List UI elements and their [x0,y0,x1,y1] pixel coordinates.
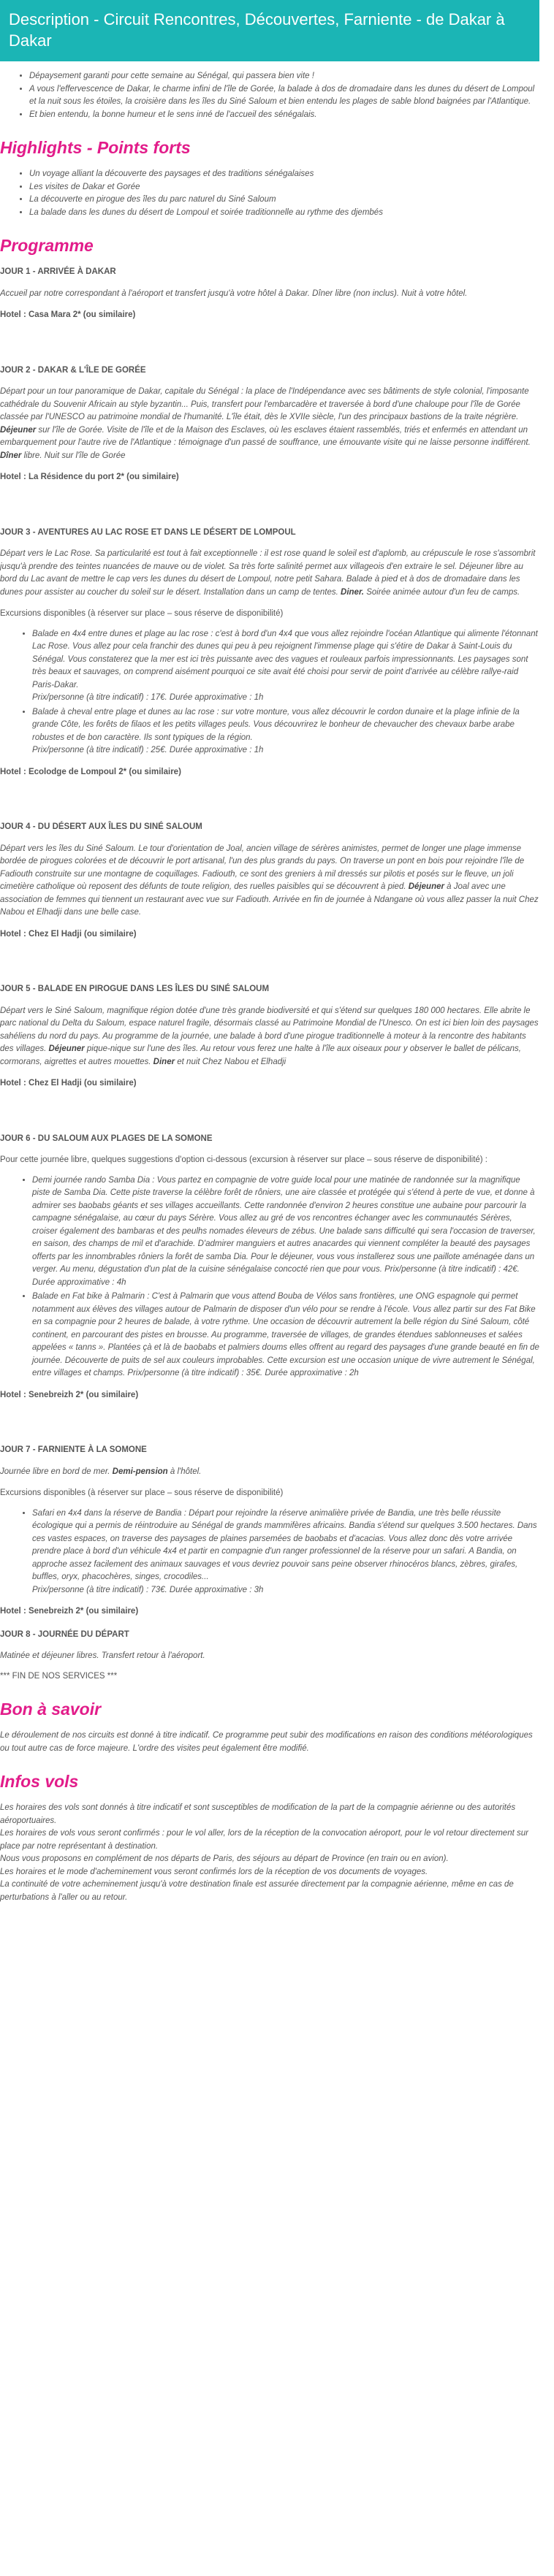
day-7-half-board: Demi-pension [112,1467,168,1476]
excursion-item [32,1174,539,1290]
excursion-item [32,706,539,757]
excursion-text: Balade en Fat bike à Palmarin : C'est à Palmarin que vous attend Bouba de Vélos sans frontières, une ONG espagnole qui permet notamment aux élèves des villages autour de Palmarin de disposer d'un vélo pour se rendre à l'école. Vous allez partir sur des Fat Bike en sa compagnie pour 2 heures de balade, à votre rythme. Une occasion de découvrir autrement la belle région du Siné Saloum, côté continent, en parcourant des pistes en brousse. Au programme, traversée de villages, de grandes étendues sablonneuses et salées appelées « tanns ». Plantées çà et là de baobabs et palmiers doums elles offrent au regard des paysages d'une grande beauté en fin de journée. Découverte de puits de sel aux couleurs improbables. Cette excursion est une occasion unique de vivre autrement le Sénégal, entre villages et champs. [32,1292,539,1377]
day-3-text [0,548,539,599]
intro-item: • Dépaysement garanti pour cette semaine au Sénégal, qui passera bien vite ! [29,70,539,83]
day-7-text-c: à l'hôtel. [167,1467,202,1476]
day-7-text-a: Journée libre en bord de mer. [0,1467,110,1476]
day-1-text: Accueil par notre correspondant à l'aéroport et transfert jusqu'à votre hôtel à Dakar. Dîner libre (non inclus). Nuit à votre hôtel. [0,288,468,298]
excursion-price: Prix/personne (à titre indicatif) : 25€. Durée approximative : 1h [32,746,264,754]
day-3-text-c: Soirée animée autour d'un feu de camps. [364,587,520,597]
day-4-title: JOUR 4 - DU DÉSERT AUX ÎLES DU SINÉ SALOUM [0,822,202,831]
day-7-excursions [0,1507,539,1597]
bon-a-savoir-text: Le déroulement de nos circuits est donné à titre indicatif. Ce programme peut subir des modifications en raison des conditions météorologiques ou tout autre cas de force majeure. L'ordre des visites peut également être modifié. [0,1731,533,1753]
day-6-text: Pour cette journée libre, quelques suggestions d'option ci-dessous (excursion à réserver sur place – sous réserve de disponibilité) : [0,1155,487,1164]
day-1-title: JOUR 1 - ARRIVÉE À DAKAR [0,267,116,276]
infos-vols-text [0,1802,539,1904]
day-3-text-a: Départ vers le Lac Rose. Sa particularité est tout à fait exceptionnelle : il est rose quand le soleil est d'aplomb, au crépuscule le rose s'assombrit jusqu'à prendre des teintes nuancées de mauve ou de violet. Sa très forte salinité permet aux villageois d'en extraire le sel. Déjeuner libre au bord du Lac avant de mettre le cap vers les dunes du désert de Lompoul, notre petit Sahara. Balade à pied et à dos de dromadaire dans les dunes pour assister au coucher du soleil sur le désert. Installation dans un camp de tentes. [0,549,536,597]
day-7-text [0,1466,539,1479]
bon-a-savoir-heading: Bon à savoir [0,1700,102,1719]
end-of-services: *** FIN DE NOS SERVICES *** [0,1671,118,1681]
day-5-hotel: Hotel : Chez El Hadji (ou similaire) [0,1079,137,1088]
day-2-text-c: sur l'île de Gorée. Visite de l'île et de la Maison des Esclaves, où les esclaves étaient rassemblés, triés et enfermés en attendant un embarquement pour l'autre rive de l'Atlantique : témoignage d'un passé de souffrance, une émouvante visite qui ne laisse personne indifférent. [0,425,531,447]
excursion-item [32,1507,539,1597]
day-3-hotel: Hotel : Ecolodge de Lompoul 2* (ou similaire) [0,767,181,776]
excursion-text: Balade à cheval entre plage et dunes au lac rose : sur votre monture, vous allez découvrir le cordon dunaire et la plage infinie de la grande Côte, les forêts de filaos et les petits villages peuls. Vous découvrirez le bonheur de chevaucher des chevaux barbe arabe robustes et de bon caractère. Ils sont typiques de la région. [32,707,520,742]
day-3-excursions-label: Excursions disponibles (à réserver sur place – sous réserve de disponibilité) [0,609,284,618]
info-line: Nous vous proposons en complément de nos départs de Paris, des séjours au départ de Province (en train ou en avion). [0,1854,449,1863]
day-4-hotel: Hotel : Chez El Hadji (ou similaire) [0,929,137,939]
day-5-lunch: Déjeuner [48,1044,85,1053]
excursion-price: Prix/personne (à titre indicatif) : 42€. Durée approximative : 4h [32,1265,520,1287]
day-2-dinner: Dîner [0,451,22,460]
day-2-title: JOUR 2 - DAKAR & L'ÎLE DE GORÉE [0,365,146,375]
day-6-title: JOUR 6 - DU SALOUM AUX PLAGES DE LA SOMONE [0,1134,213,1143]
day-5-dinner: Diner [153,1057,175,1066]
day-7-title: JOUR 7 - FARNIENTE À LA SOMONE [0,1445,147,1454]
info-line: La continuité de votre acheminement jusqu'à votre destination finale est assurée directement par la compagnie aérienne, même en cas de perturbations à l'aller ou au retour. [0,1880,514,1902]
programme-heading: Programme [0,236,94,255]
day-7-excursions-label: Excursions disponibles (à réserver sur place – sous réserve de disponibilité) [0,1488,284,1497]
highlights-list [0,168,539,219]
page-title: Description - Circuit Rencontres, Découvertes, Farniente - de Dakar à Dakar [0,0,539,61]
excursion-item [32,1291,539,1380]
intro-list [0,70,539,121]
excursion-text: Balade en 4x4 entre dunes et plage au lac rose : c'est à bord d'un 4x4 que vous allez rejoindre l'océan Atlantique qui alimente l'étonnant Lac Rose. Vous allez pour cela franchir des dunes qui peu à peu rejoignent l'immense plage qui s'étire de Dakar à Saint-Louis du Sénégal. Vous constaterez que la mer est ici très puissante avec des vagues et rouleaux parfois impressionnants. Les paysages sont très beaux et sauvages, on comprend aisément pourquoi ce site avait été choisi pour servir de point d'arrivée au célèbre rallye-raid Paris-Dakar. [32,629,538,689]
info-line: Les horaires de vols vous seront confirmés : pour le vol aller, lors de la réception de la convocation aéroport, pour le vol retour directement sur place par notre représentant à destination. [0,1829,528,1851]
infos-vols-heading: Infos vols [0,1772,79,1791]
day-6-hotel: Hotel : Senebreizh 2* (ou similaire) [0,1390,139,1399]
day-2-hotel: Hotel : La Résidence du port 2* (ou similaire) [0,473,179,481]
day-4-text [0,843,539,920]
day-5-text [0,1005,539,1069]
highlight-item: • Un voyage alliant la découverte des paysages et des traditions sénégalaises [29,168,539,181]
highlight-item: • Les visites de Dakar et Gorée [29,181,539,194]
day-5-title: JOUR 5 - BALADE EN PIROGUE DANS LES ÎLES DU SINÉ SALOUM [0,985,270,993]
excursion-price: Prix/personne (à titre indicatif) : 73€. Durée approximative : 3h [32,1585,264,1594]
excursion-text: Safari en 4x4 dans la réserve de Bandia : Départ pour rejoindre la réserve animalière privée de Bandia, une très belle réussite écologique qui a permis de réintroduire au Sénégal de grands mammifères africains. Bandia s'étend sur quelques 3.500 hectares. Dans ces vastes espaces, on traverse des paysages de plaines parsemées de baobabs et d'acacias. Vous allez donc dès votre arrivée prendre place à bord d'un véhicule 4x4 et partir en compagnie d'un ranger professionnel de la réserve pour un safari. A Bandia, on approche assez facilement des animaux sauvages et vous devriez pouvoir sans peine observer rhinocéros blancs, zèbres, girafes, buffles, oryx, phacochères, singes, crocodiles... [32,1508,537,1581]
day-5-text-c: pique-nique sur l'une des îles. Au retour vous ferez une halte à l'île aux oiseaux pour y observer le ballet de pélicans, cormorans, aigrettes et autres mouettes. [0,1044,521,1066]
info-line: Les horaires des vols sont donnés à titre indicatif et sont susceptibles de modification de la part de la compagnie aérienne ou des autorités aéroportuaires. [0,1803,516,1825]
day-2-text [0,386,539,462]
highlight-item: • La découverte en pirogue des îles du parc naturel du Siné Saloum [29,194,539,207]
day-6-excursions [0,1174,539,1380]
day-4-text-a: Départ vers les îles du Siné Saloum. Le tour d'orientation de Joal, ancien village de sérères animistes, permet de longer une plage immense bordée de pirogues colorées et de découvrir le port artisanal, l'un des plus grands du pays. On traverse un pont en bois pour rejoindre l'île de Fadiouth construite sur une montagne de coquillages. Fadiouth, ce sont des greniers à mil dressés sur pilotis et posés sur le fleuve, un joli cimetière catholique où reposent des défunts de toute religion, des ruelles paisibles qui se découvrent à pied. [0,844,525,891]
excursion-item [32,628,539,705]
day-3-dinner: Diner. [341,587,364,597]
content [0,70,539,1904]
day-8-title: JOUR 8 - JOURNÉE DU DÉPART [0,1629,129,1639]
day-4-text-c: à Joal avec une association de femmes qui tiennent un restaurant avec vue sur Fadiouth. Arrivée en fin de journée à Ndangane où vous allez passer la nuit Chez Nabou et Elhadji dans une belle case. [0,882,539,917]
excursion-price: Prix/personne (à titre indicatif) : 35€. Durée approximative : 2h [127,1369,359,1377]
intro-item: • Et bien entendu, la bonne humeur et le sens inné de l'accueil des sénégalais. [29,109,539,122]
day-2-text-e: libre. Nuit sur l'île de Gorée [21,451,126,460]
day-7-hotel: Hotel : Senebreizh 2* (ou similaire) [0,1607,139,1616]
highlights-heading: Highlights - Points forts [0,138,191,157]
day-1-hotel: Hotel : Casa Mara 2* (ou similaire) [0,310,136,319]
day-2-lunch: Déjeuner [0,425,37,435]
intro-item: • A vous l'effervescence de Dakar, le charme infini de l'île de Gorée, la balade à dos de dromadaire dans les dunes du désert de Lompoul et la nuit sous les étoiles, la croisière dans les îles du Siné Saloum et bien entendu les plages de sable blond baignées par l'Atlantique. [29,83,539,109]
day-3-title: JOUR 3 - AVENTURES AU LAC ROSE ET DANS LE DÉSERT DE LOMPOUL [0,527,296,537]
day-5-text-a: Départ vers le Siné Saloum, magnifique région dotée d'une très grande biodiversité et qui s'étend sur quelques 180 000 hectares. Elle abrite le parc national du Delta du Saloum, espace naturel fragile, désormais classé au Patrimoine Mondial de l'Unesco. On est ici bien loin des paysages sahéliens du nord du pays. Au programme de la journée, une balade à bord d'une pirogue traditionnelle à moteur à la rencontre des habitants des villages. [0,1006,539,1053]
excursion-text: Demi journée rando Samba Dia : Vous partez en compagnie de votre guide local pour une matinée de randonnée sur la magnifique piste de Samba Dia. Cette piste traverse la célèbre forêt de rôniers, une aire classée et protégée qui s'étend à perte de vue, et donne à admirer ses baobabs géants et ses villages accueillants. Cette randonnée d'environ 2 heures constitue une aubaine pour parcourir la campagne sénégalaise, au cœur du pays Sérère. Vous allez au gré de vos rencontres échanger avec les communautés Sérères, croiser également des bambaras et des peulhs nomades éleveurs de zébus. Une balade sans difficulté qui sera l'occasion de traverser, en saison, des champs de mil et d'arachide. D'admirer manguiers et autres anacardes qui viennent compléter la beauté des paysages offerts par les innombrables rôniers la forêt de samba Dia. Pour le déjeuner, vous vous installerez sous une paillote aménagée dans un verger. Au menu, dégustation d'un plat de la cuisine sénégalaise concocté rien que pour vous. [32,1175,536,1274]
info-line: Les horaires et le mode d'acheminement vous seront confirmés lors de la réception de vos documents de voyages. [0,1867,428,1876]
excursion-price: Prix/personne (à titre indicatif) : 17€. Durée approximative : 1h [32,693,264,702]
day-5-text-e: et nuit Chez Nabou et Elhadji [175,1057,287,1066]
day-2-text-a: Départ pour un tour panoramique de Dakar, capitale du Sénégal : la place de l'Indépendance avec ses bâtiments de style colonial, l'imposante cathédrale du Souvenir Africain au style byzantin... Puis, transfert pour l'embarcadère et traversée à bord d'une chaloupe pour l'île de Gorée classée par l'UNESCO au patrimoine mondial de l'humanité. L'île était, dès le XVIIe siècle, l'un des principaux bastions de la traite négrière. [0,387,529,421]
day-8-text: Matinée et déjeuner libres. Transfert retour à l'aéroport. [0,1651,205,1660]
day-4-lunch: Déjeuner [408,882,444,891]
highlight-item: • La balade dans les dunes du désert de Lompoul et soirée traditionnelle au rythme des djembés [29,207,539,220]
day-3-excursions [0,628,539,757]
